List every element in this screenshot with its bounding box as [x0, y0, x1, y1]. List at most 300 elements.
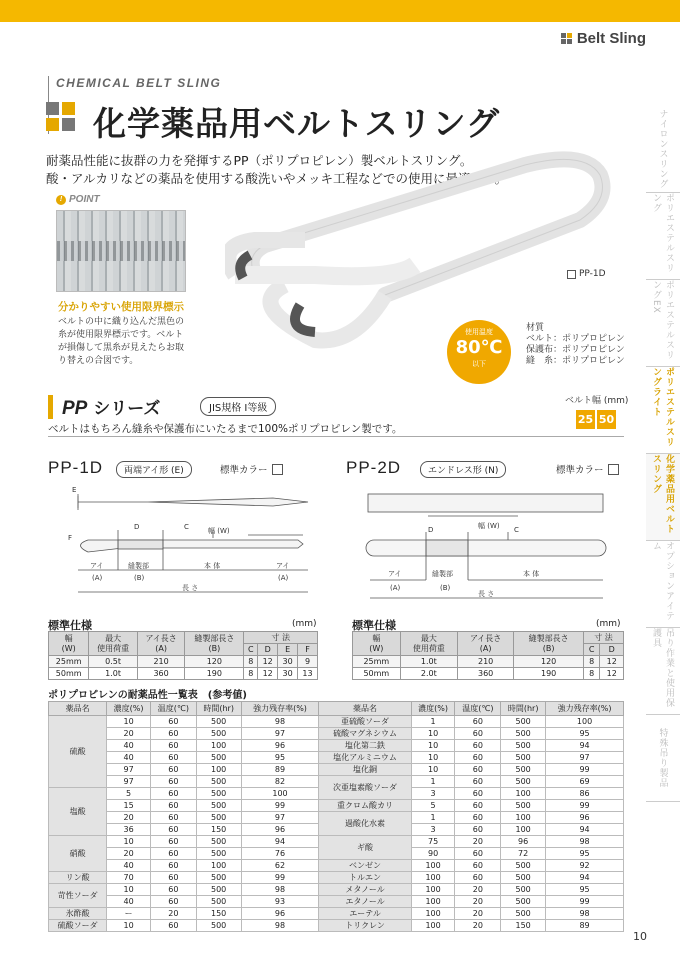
- side-tab[interactable]: [646, 541, 680, 628]
- table-cell: 1.0t: [400, 656, 457, 668]
- table-cell: 500: [501, 908, 546, 920]
- table-header-row: [49, 702, 624, 716]
- table-cell: 96: [546, 812, 624, 824]
- side-tab-label: オプションアイテム: [651, 541, 674, 621]
- table-cell: 10: [411, 764, 455, 776]
- table-cell: 90: [411, 848, 455, 860]
- model-tag-pp1d: 両端アイ形 (E): [116, 461, 192, 478]
- material-line: 材質: [526, 323, 545, 333]
- table-cell: 500: [196, 728, 241, 740]
- table-cell: ー: [107, 908, 151, 920]
- table-cell: 95: [546, 728, 624, 740]
- model-name-pp1d: PP-1D: [48, 458, 104, 477]
- table-row: [49, 908, 624, 920]
- side-tab[interactable]: [646, 715, 680, 802]
- table-cell: 60: [455, 872, 501, 884]
- chemical-name: リン酸: [49, 872, 107, 884]
- table-cell: 99: [546, 764, 624, 776]
- belt-width-50: 50: [597, 410, 616, 429]
- table-cell: 20: [455, 836, 501, 848]
- table-header: 薬品名: [49, 702, 107, 716]
- table-cell: 100: [546, 716, 624, 728]
- dim-header: D: [600, 644, 624, 656]
- table-header: 濃度(%): [411, 702, 455, 716]
- color-swatch: [608, 464, 619, 475]
- table-cell: 12: [258, 668, 278, 680]
- table-cell: 97: [107, 776, 151, 788]
- pp2d-diagram: [348, 480, 618, 610]
- table-cell: 500: [196, 884, 241, 896]
- table-cell: 10: [107, 884, 151, 896]
- page-number: 10: [633, 930, 647, 943]
- chemical-name: メタノール: [319, 884, 411, 896]
- table-cell: 500: [501, 884, 546, 896]
- chemical-name: ギ酸: [319, 836, 411, 860]
- series-divider: [48, 436, 624, 437]
- table-cell: 40: [107, 740, 151, 752]
- chemical-name: 硝酸: [49, 836, 107, 872]
- table-row: [49, 656, 318, 668]
- table-row: [49, 776, 624, 788]
- a-label: (A): [92, 574, 103, 582]
- dim-d-label: D: [428, 526, 434, 534]
- table-row: [49, 896, 624, 908]
- table-cell: 60: [455, 860, 501, 872]
- table-cell: 60: [455, 728, 501, 740]
- table-cell: 100: [411, 860, 455, 872]
- table-header: 濃度(%): [107, 702, 151, 716]
- table-cell: 10: [411, 740, 455, 752]
- belt-width-25: 25: [576, 410, 595, 429]
- side-tab[interactable]: [646, 106, 680, 193]
- table-header: 温度(℃): [455, 702, 501, 716]
- table-header: 幅 (W): [49, 632, 89, 656]
- table-cell: 60: [455, 788, 501, 800]
- table-cell: 1.0t: [89, 668, 138, 680]
- table-cell: 360: [137, 668, 185, 680]
- table-header-row: [49, 632, 318, 644]
- table-cell: 500: [196, 872, 241, 884]
- side-tab[interactable]: [646, 454, 680, 541]
- table-cell: 96: [241, 824, 319, 836]
- table-cell: 210: [458, 656, 514, 668]
- table-cell: 150: [501, 920, 546, 932]
- table-cell: 89: [241, 764, 319, 776]
- table-cell: 92: [546, 860, 624, 872]
- table-cell: 98: [546, 908, 624, 920]
- table-header: 幅 (W): [353, 632, 401, 656]
- series-accent-bar: [48, 395, 53, 419]
- table-cell: 0.5t: [89, 656, 138, 668]
- table-cell: 60: [455, 800, 501, 812]
- table-cell: 60: [150, 824, 196, 836]
- a-label: (A): [390, 584, 401, 592]
- table-cell: 40: [107, 896, 151, 908]
- table-cell: 500: [196, 812, 241, 824]
- table-cell: 12: [600, 668, 624, 680]
- spec-unit-pp2d: (mm): [596, 619, 621, 629]
- table-row: [49, 872, 624, 884]
- table-cell: 100: [411, 872, 455, 884]
- intro-line: 耐薬品性能に抜群の力を発揮するPP（ポリプロピレン）製ベルトスリング。: [46, 153, 473, 168]
- table-cell: 86: [546, 788, 624, 800]
- table-header: 強力残存率(%): [546, 702, 624, 716]
- table-cell: 20: [455, 908, 501, 920]
- standard-color-pp2d: [556, 462, 619, 476]
- table-header: 寸 法: [584, 632, 624, 644]
- dim-c-label: C: [514, 526, 519, 534]
- table-cell: 10: [411, 728, 455, 740]
- table-cell: 500: [196, 836, 241, 848]
- chemical-name: エタノール: [319, 896, 411, 908]
- table-cell: 62: [241, 860, 319, 872]
- chemical-name: トリクレン: [319, 920, 411, 932]
- table-cell: 60: [150, 884, 196, 896]
- material-line: ベルト：ポリプロピレン: [526, 334, 625, 344]
- model-tag-pp2d: エンドレス形 (N): [420, 461, 506, 478]
- table-cell: 75: [411, 836, 455, 848]
- dim-header: F: [298, 644, 318, 656]
- resistance-table: [48, 701, 624, 932]
- table-cell: 99: [241, 800, 319, 812]
- table-cell: 20: [107, 728, 151, 740]
- table-cell: 30: [278, 656, 298, 668]
- table-cell: 60: [150, 896, 196, 908]
- table-cell: 60: [150, 920, 196, 932]
- table-cell: 120: [514, 656, 584, 668]
- table-cell: 98: [241, 884, 319, 896]
- side-tab-label: ポリエステルスリングEX: [651, 280, 674, 360]
- table-cell: 20: [455, 896, 501, 908]
- table-cell: 1: [411, 776, 455, 788]
- length-label: 長 さ: [182, 584, 199, 592]
- top-accent-bar: [0, 0, 680, 22]
- eye-label: アイ: [276, 562, 290, 570]
- material-line: 保護布：ポリプロピレン: [526, 345, 625, 355]
- table-row: [49, 752, 624, 764]
- table-cell: 60: [455, 764, 501, 776]
- table-cell: 96: [501, 836, 546, 848]
- table-cell: 190: [514, 668, 584, 680]
- table-cell: 60: [150, 836, 196, 848]
- dim-header: C: [584, 644, 600, 656]
- table-cell: 97: [107, 764, 151, 776]
- dim-e-label: E: [72, 486, 77, 494]
- table-cell: 190: [185, 668, 244, 680]
- table-cell: 500: [501, 860, 546, 872]
- table-row: [49, 860, 624, 872]
- table-cell: 500: [196, 752, 241, 764]
- table-cell: 500: [196, 776, 241, 788]
- table-cell: 100: [501, 812, 546, 824]
- table-header: 薬品名: [319, 702, 411, 716]
- table-cell: 70: [107, 872, 151, 884]
- chemical-name: ベンゼン: [319, 860, 411, 872]
- photo-product-name: PP-1D: [579, 269, 606, 279]
- table-cell: 100: [196, 740, 241, 752]
- chemical-name: 苛性ソーダ: [49, 884, 107, 908]
- table-cell: 100: [501, 788, 546, 800]
- pp1d-diagram: [48, 480, 318, 610]
- standard-color-label: 標準カラー: [220, 465, 268, 476]
- chemical-name: 塩化第二鉄: [319, 740, 411, 752]
- table-header: 最大 使用荷重: [89, 632, 138, 656]
- spec-table-pp1d: [48, 631, 318, 680]
- chemical-name: 塩化銅: [319, 764, 411, 776]
- table-cell: 97: [241, 728, 319, 740]
- table-cell: 9: [298, 656, 318, 668]
- table-cell: 95: [241, 752, 319, 764]
- table-cell: 500: [501, 800, 546, 812]
- point-line: が損傷して黒糸が見えたらお取: [58, 343, 185, 353]
- table-cell: 100: [411, 896, 455, 908]
- chemical-name: トルエン: [319, 872, 411, 884]
- material-line: 縫 糸：ポリプロピレン: [526, 356, 625, 366]
- table-header: 時間(hr): [501, 702, 546, 716]
- photo-product-label: [567, 269, 606, 279]
- table-cell: 5: [107, 788, 151, 800]
- checkbox-icon: [567, 270, 576, 279]
- body-label: 本 体: [204, 562, 221, 570]
- table-header: 温度(℃): [150, 702, 196, 716]
- table-header: 時間(hr): [196, 702, 241, 716]
- belt-width-options: [576, 410, 616, 429]
- table-cell: 95: [546, 848, 624, 860]
- standard-color-label: 標準カラー: [556, 465, 604, 476]
- table-cell: 1: [411, 812, 455, 824]
- table-cell: 500: [501, 716, 546, 728]
- b-label: (B): [134, 574, 145, 582]
- table-cell: 210: [137, 656, 185, 668]
- table-cell: 99: [546, 896, 624, 908]
- side-tabs: [646, 106, 680, 802]
- a-label: (A): [278, 574, 289, 582]
- chemical-name: 硫酸ソーダ: [49, 920, 107, 932]
- table-cell: 60: [150, 740, 196, 752]
- spec-title-pp1d: 標準仕様: [48, 619, 92, 632]
- chemical-name: 氷酢酸: [49, 908, 107, 920]
- sewn-label: 縫製部: [128, 562, 149, 570]
- resistance-title: ポリプロピレンの耐薬品性一覧表 (参考値): [48, 690, 247, 701]
- table-cell: 99: [241, 872, 319, 884]
- table-cell: 100: [196, 764, 241, 776]
- table-cell: 98: [241, 716, 319, 728]
- table-cell: 94: [546, 740, 624, 752]
- table-cell: 60: [150, 776, 196, 788]
- table-cell: 12: [600, 656, 624, 668]
- table-cell: 500: [196, 716, 241, 728]
- table-cell: 100: [196, 860, 241, 872]
- table-cell: 150: [196, 824, 241, 836]
- chemical-name: 硫酸: [49, 716, 107, 788]
- table-cell: 98: [546, 836, 624, 848]
- table-cell: 60: [455, 812, 501, 824]
- table-cell: 89: [546, 920, 624, 932]
- side-tab[interactable]: [646, 628, 680, 715]
- table-header: 縫製部長さ (B): [185, 632, 244, 656]
- series-description: ベルトはもちろん縫糸や保護布にいたるまで100%ポリプロピレン製です。: [48, 423, 403, 435]
- table-cell: 500: [196, 920, 241, 932]
- table-row: [49, 716, 624, 728]
- table-cell: 100: [411, 884, 455, 896]
- table-cell: 60: [150, 848, 196, 860]
- side-tab-label: ポリエステルスリングライト: [651, 367, 674, 447]
- table-row: [49, 728, 624, 740]
- table-cell: 60: [455, 716, 501, 728]
- body-label: 本 体: [523, 570, 540, 578]
- eye-label: アイ: [90, 562, 104, 570]
- table-cell: 20: [455, 884, 501, 896]
- table-header: 縫製部長さ (B): [514, 632, 584, 656]
- point-label: POINT: [69, 194, 100, 205]
- side-tab[interactable]: [646, 280, 680, 367]
- table-cell: 60: [150, 788, 196, 800]
- table-cell: 12: [258, 656, 278, 668]
- table-cell: 99: [546, 800, 624, 812]
- table-cell: 500: [501, 728, 546, 740]
- table-cell: 97: [546, 752, 624, 764]
- side-tab-label: 吊り作業と使用保護具: [651, 628, 674, 708]
- table-row: [353, 656, 624, 668]
- chemical-name: エーテル: [319, 908, 411, 920]
- brand-logo-icon: [561, 33, 572, 44]
- eye-label: アイ: [388, 570, 402, 578]
- point-text: [58, 316, 188, 368]
- table-cell: 2.0t: [400, 668, 457, 680]
- table-cell: 69: [546, 776, 624, 788]
- series-suffix: シリーズ: [93, 399, 161, 419]
- table-cell: 60: [455, 848, 501, 860]
- table-cell: 8: [244, 668, 258, 680]
- table-cell: 10: [107, 920, 151, 932]
- table-cell: 10: [411, 752, 455, 764]
- table-cell: 60: [150, 860, 196, 872]
- side-tab[interactable]: [646, 193, 680, 280]
- brand-name: Belt Sling: [576, 30, 646, 47]
- table-cell: 82: [241, 776, 319, 788]
- temperature-top: 使用温度: [465, 328, 493, 336]
- dim-c-label: C: [184, 523, 189, 531]
- table-cell: 10: [107, 716, 151, 728]
- material-info: [526, 323, 625, 367]
- table-row: [353, 668, 624, 680]
- table-row: [49, 668, 318, 680]
- width-label: 幅 (W): [478, 522, 500, 530]
- table-cell: 500: [501, 752, 546, 764]
- point-icon: !: [56, 195, 66, 205]
- table-cell: 20: [455, 920, 501, 932]
- table-cell: 100: [241, 788, 319, 800]
- table-row: [49, 836, 624, 848]
- table-cell: 95: [546, 884, 624, 896]
- chemical-name: 硫酸マグネシウム: [319, 728, 411, 740]
- chemical-name: 次亜塩素酸ソーダ: [319, 776, 411, 800]
- title-squares-icon: [46, 102, 75, 131]
- series-heading: [62, 394, 160, 420]
- point-line: ベルトの中に織り込んだ黒色の: [58, 317, 185, 327]
- table-cell: 72: [501, 848, 546, 860]
- table-cell: 96: [241, 908, 319, 920]
- side-tab-label: ポリエステルスリング: [651, 193, 674, 273]
- table-header: アイ長さ (A): [137, 632, 185, 656]
- table-cell: 94: [546, 824, 624, 836]
- table-cell: 94: [241, 836, 319, 848]
- table-cell: 500: [196, 848, 241, 860]
- dim-header: D: [258, 644, 278, 656]
- table-cell: 500: [501, 764, 546, 776]
- belt-closeup-image: [56, 210, 186, 292]
- table-cell: 500: [501, 872, 546, 884]
- table-cell: 76: [241, 848, 319, 860]
- table-row: [49, 800, 624, 812]
- table-cell: 40: [107, 860, 151, 872]
- table-cell: 3: [411, 824, 455, 836]
- table-cell: 500: [501, 740, 546, 752]
- table-cell: 8: [244, 656, 258, 668]
- point-heading: 分かりやすい使用限界標示: [58, 301, 184, 313]
- table-cell: 60: [150, 728, 196, 740]
- table-cell: 20: [150, 908, 196, 920]
- chemical-name: 亜硫酸ソーダ: [319, 716, 411, 728]
- table-cell: 96: [241, 740, 319, 752]
- table-cell: 8: [584, 656, 600, 668]
- spec-table-pp2d: [352, 631, 624, 680]
- dim-d-label: D: [134, 523, 140, 531]
- side-tab[interactable]: [646, 367, 680, 454]
- table-cell: 1: [411, 716, 455, 728]
- point-line: り替えの合図です。: [58, 356, 139, 366]
- table-cell: 8: [584, 668, 600, 680]
- table-cell: 100: [411, 908, 455, 920]
- table-header-row: [353, 632, 624, 644]
- temperature-badge: [447, 320, 511, 384]
- table-row: [49, 920, 624, 932]
- table-cell: 60: [150, 752, 196, 764]
- table-row: [49, 884, 624, 896]
- table-cell: 500: [196, 788, 241, 800]
- table-cell: 60: [150, 872, 196, 884]
- table-header: 寸 法: [244, 632, 318, 644]
- table-cell: 40: [107, 752, 151, 764]
- spec-unit-pp1d: (mm): [292, 619, 317, 629]
- table-cell: 20: [107, 812, 151, 824]
- chemical-name: 過酸化水素: [319, 812, 411, 836]
- table-cell: 94: [546, 872, 624, 884]
- table-row: [49, 764, 624, 776]
- page-title: 化学薬品用ベルトスリング: [93, 104, 501, 143]
- chemical-name: 重クロム酸カリ: [319, 800, 411, 812]
- table-cell: 98: [241, 920, 319, 932]
- table-cell: 500: [196, 800, 241, 812]
- table-cell: 36: [107, 824, 151, 836]
- table-cell: 10: [107, 836, 151, 848]
- spec-title-pp2d: 標準仕様: [352, 619, 396, 632]
- table-cell: 60: [455, 740, 501, 752]
- table-cell: 60: [150, 716, 196, 728]
- table-cell: 60: [150, 764, 196, 776]
- table-cell: 360: [458, 668, 514, 680]
- table-cell: 60: [455, 824, 501, 836]
- table-cell: 120: [185, 656, 244, 668]
- page-subtitle: CHEMICAL BELT SLING: [56, 76, 222, 90]
- side-tab-label: 特殊吊り製品: [657, 728, 668, 788]
- dim-header: E: [278, 644, 298, 656]
- belt-width-label: ベルト幅 (mm): [565, 396, 629, 406]
- table-cell: 25mm: [49, 656, 89, 668]
- brand: [561, 30, 646, 47]
- side-tab-label: ナイロンスリング: [657, 109, 668, 189]
- table-cell: 500: [196, 896, 241, 908]
